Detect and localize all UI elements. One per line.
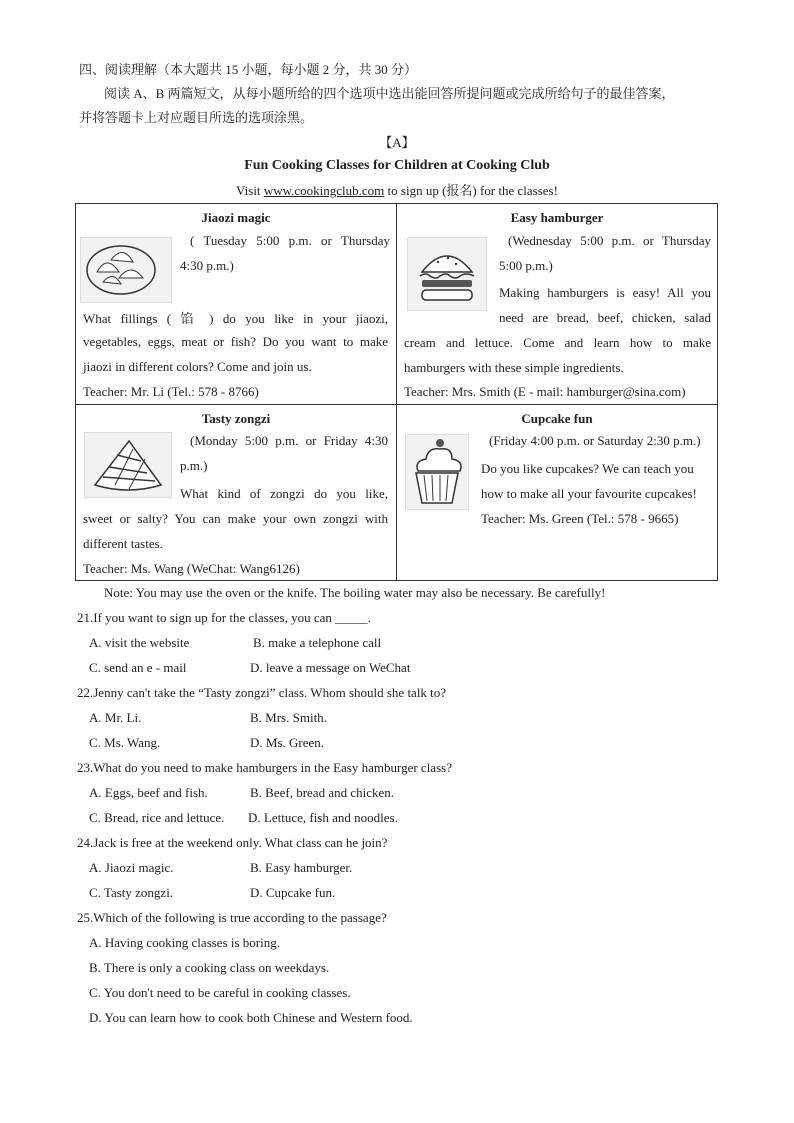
class-time: (Wednesday 5:00 p.m. or Thursday: [508, 233, 711, 248]
class-time: (Monday 5:00 p.m. or Friday 4:30: [190, 433, 388, 448]
section-heading: 四、阅读理解（本大题共 15 小题，每小题 2 分，共 30 分）: [79, 62, 418, 77]
class-time-cont: p.m.): [180, 458, 208, 473]
class-title: Cupcake fun: [521, 411, 593, 426]
classes-table: [75, 203, 718, 581]
option-22a[interactable]: A. Mr. Li.: [89, 710, 142, 725]
class-desc: jiaozi in different colors? Come and join us.: [83, 359, 312, 374]
option-23d[interactable]: D. Lettuce, fish and noodles.: [248, 810, 398, 825]
class-desc: sweet or salty? You can make your own zongzi with: [83, 511, 388, 526]
question-24: 24.Jack is free at the weekend only. What class can he join?: [77, 835, 388, 850]
option-25b[interactable]: B. There is only a cooking class on weekdays.: [89, 960, 330, 975]
class-desc: need are bread, beef, chicken, salad: [499, 310, 711, 325]
option-25c[interactable]: C. You don't need to be careful in cooking classes.: [89, 985, 351, 1000]
class-cell-jiaozi: [76, 204, 397, 405]
class-time-cont: 5:00 p.m.): [499, 258, 553, 273]
class-cell-hamburger: [397, 204, 718, 405]
website-link[interactable]: www.cookingclub.com: [263, 183, 385, 198]
option-22d[interactable]: D. Ms. Green.: [250, 735, 325, 750]
jiaozi-icon: [80, 237, 172, 303]
option-24b[interactable]: B. Easy hamburger.: [250, 860, 353, 875]
class-desc: cream and lettuce. Come and learn how to make: [404, 335, 711, 350]
option-25a[interactable]: A. Having cooking classes is boring.: [89, 935, 281, 950]
passage-label: 【A】: [379, 135, 415, 150]
option-24d[interactable]: D. Cupcake fun.: [250, 885, 336, 900]
option-21b[interactable]: B. make a telephone call: [253, 635, 382, 650]
class-title: Tasty zongzi: [201, 411, 271, 426]
option-21c[interactable]: C. send an e - mail: [89, 660, 187, 675]
class-time: (Friday 4:00 p.m. or Saturday 2:30 p.m.): [489, 433, 701, 448]
class-desc: different tastes.: [83, 536, 163, 551]
option-21a[interactable]: A. visit the website: [89, 635, 190, 650]
class-desc: Making hamburgers is easy! All you: [499, 285, 711, 300]
question-21: 21.If you want to sign up for the classes, you can _____.: [77, 610, 371, 625]
class-time-cont: 4:30 p.m.): [180, 258, 234, 273]
class-title: Jiaozi magic: [201, 210, 271, 225]
question-22: 22.Jenny can't take the “Tasty zongzi” class. Whom should she talk to?: [77, 685, 447, 700]
option-24c[interactable]: C. Tasty zongzi.: [89, 885, 174, 900]
instruction-line-2: 并将答题卡上对应题目所选的选项涂黑。: [79, 110, 314, 125]
visit-line: Visit www.cookingclub.com to sign up (报名) for the classes!: [236, 183, 558, 198]
class-desc: vegetables, eggs, meat or fish? Do you want to make: [83, 334, 388, 349]
class-desc: how to make all your favourite cupcakes!: [481, 486, 697, 501]
class-cell-zongzi: [76, 405, 397, 581]
note: Note: You may use the oven or the knife. The boiling water may also be necessary. Be carefully!: [104, 585, 606, 600]
class-title: Easy hamburger: [510, 210, 604, 225]
question-25: 25.Which of the following is true according to the passage?: [77, 910, 387, 925]
class-desc: What kind of zongzi do you like,: [180, 486, 388, 501]
class-teacher: Teacher: Ms. Green (Tel.: 578 - 9665): [481, 511, 679, 526]
option-23a[interactable]: A. Eggs, beef and fish.: [89, 785, 208, 800]
option-22b[interactable]: B. Mrs. Smith.: [250, 710, 327, 725]
class-cell-cupcake: [397, 405, 718, 581]
class-desc: Do you like cupcakes? We can teach you: [481, 461, 694, 476]
class-teacher: Teacher: Mr. Li (Tel.: 578 - 8766): [83, 384, 259, 399]
class-teacher: Teacher: Ms. Wang (WeChat: Wang6126): [83, 561, 300, 576]
class-desc: What fillings ( 馅 ) do you like in your jiaozi,: [83, 311, 388, 326]
hamburger-icon: [407, 237, 487, 311]
option-21d[interactable]: D. leave a message on WeChat: [250, 660, 411, 675]
zongzi-icon: [84, 432, 172, 498]
class-time: ( Tuesday 5:00 p.m. or Thursday: [190, 233, 390, 248]
class-teacher: Teacher: Mrs. Smith (E - mail: hamburger@sina.com): [404, 384, 686, 399]
passage-title: Fun Cooking Classes for Children at Cooking Club: [244, 158, 550, 173]
question-23: 23.What do you need to make hamburgers in the Easy hamburger class?: [77, 760, 452, 775]
option-24a[interactable]: A. Jiaozi magic.: [89, 860, 174, 875]
option-23b[interactable]: B. Beef, bread and chicken.: [250, 785, 395, 800]
option-23c[interactable]: C. Bread, rice and lettuce.: [89, 810, 225, 825]
instruction-line-1: 阅读 A、B 两篇短文，从每小题所给的四个选项中选出能回答所提问题或完成所给句子的最佳答案，: [104, 86, 675, 101]
option-25d[interactable]: D. You can learn how to cook both Chinese and Western food.: [89, 1010, 413, 1025]
option-22c[interactable]: C. Ms. Wang.: [89, 735, 161, 750]
class-desc: hamburgers with these simple ingredients.: [404, 360, 624, 375]
cupcake-icon: [405, 434, 469, 510]
